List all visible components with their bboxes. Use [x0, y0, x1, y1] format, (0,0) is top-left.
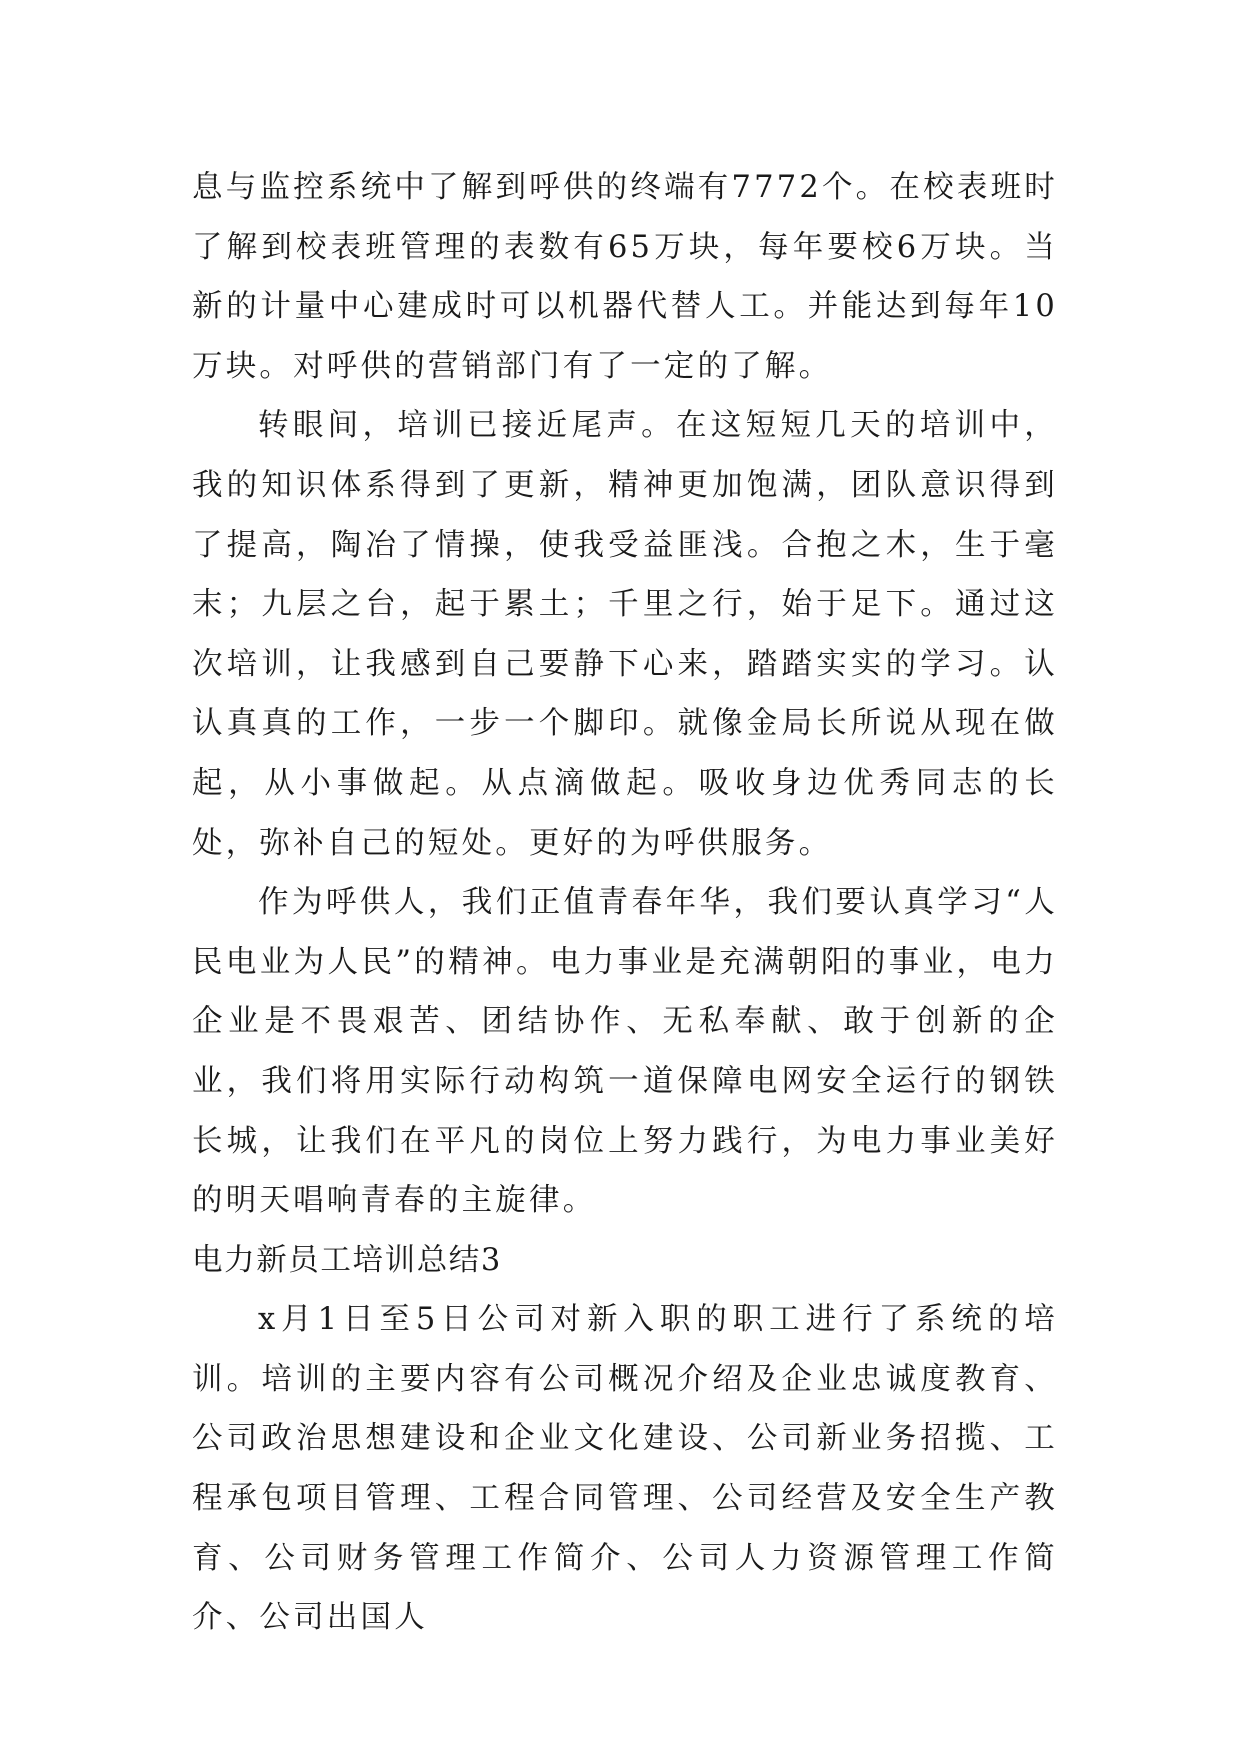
body-paragraph-3: 作为呼供人，我们正值青春年华，我们要认真学习“人民电业为人民”的精神。电力事业是充满朝阳的事业，电力企业是不畏艰苦、团结协作、无私奉献、敢于创新的企业，我们将用实际行动构筑一道保障电网安全运行的钢铁长城，让我们在平凡的岗位上努力践行，为电力事业美好的明天唱响青春的主旋律。	[192, 885, 1058, 1219]
body-paragraph-2: 转眼间，培训已接近尾声。在这短短几天的培训中，我的知识体系得到了更新，精神更加饱满，团队意识得到了提高，陶冶了情操，使我受益匪浅。合抱之木，生于毫末；九层之台，起于累土；千里之行，始于足下。通过这次培训，让我感到自己要静下心来，踏踏实实的学习。认认真真的工作，一步一个脚印。就像金局长所说从现在做起，从小事做起。从点滴做起。吸收身边优秀同志的长处，弥补自己的短处。更好的为呼供服务。	[192, 408, 1058, 861]
section-heading: 电力新员工培训总结3	[192, 1242, 502, 1278]
document-body	[192, 158, 1058, 1648]
body-paragraph-4: x月1日至5日公司对新入职的职工进行了系统的培训。培训的主要内容有公司概况介绍及企业忠诚度教育、公司政治思想建设和企业文化建设、公司新业务招揽、工程承包项目管理、工程合同管理、公司经营及安全生产教育、公司财务管理工作简介、公司人力资源管理工作简介、公司出国人	[192, 1302, 1058, 1636]
body-paragraph-1: 息与监控系统中了解到呼供的终端有7772个。在校表班时了解到校表班管理的表数有65万块，每年要校6万块。当新的计量中心建成时可以机器代替人工。并能达到每年10万块。对呼供的营销部门有了一定的了解。	[192, 170, 1058, 384]
